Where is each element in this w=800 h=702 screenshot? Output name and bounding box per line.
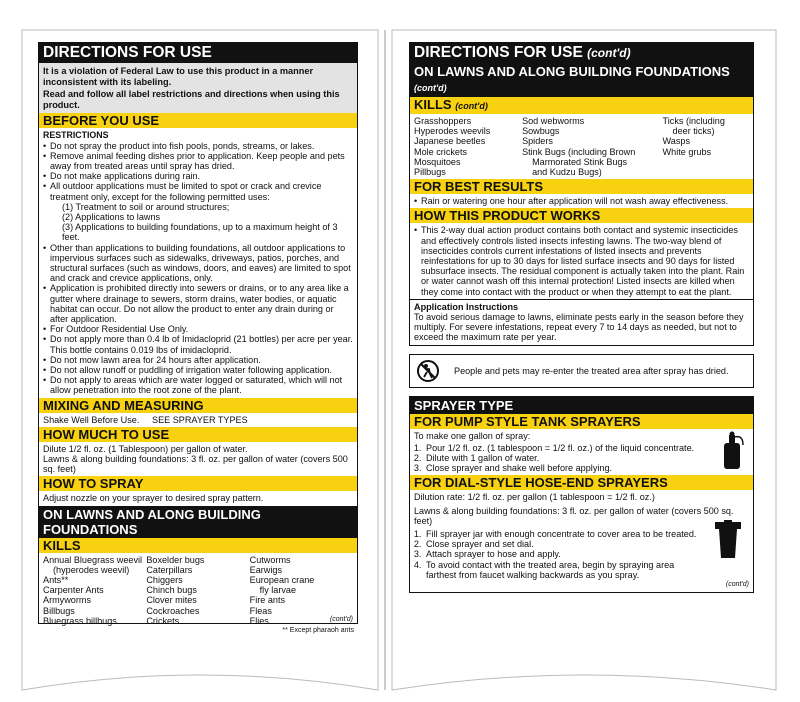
pest-item: Japanese beetles (414, 136, 486, 147)
dial-step: 4. To avoid contact with the treated area, begin by spraying area farthest from faucet walking backwards as you spray. (424, 560, 701, 580)
best-results-block (410, 194, 753, 208)
kills-cont-heading (410, 97, 753, 114)
pest-item: Stink Bugs (including Brown (522, 146, 636, 157)
kills-col-2 (522, 116, 662, 177)
pump-block (410, 429, 753, 476)
contd-label: (cont'd) (587, 46, 631, 60)
pest-item: Mole crickets (414, 146, 468, 157)
directions-cont-header (410, 43, 753, 63)
pharaoh-footnote: ** Except pharaoh ants (282, 627, 354, 634)
restrictions-block (39, 128, 357, 397)
pest-item: Sod webworms (522, 116, 585, 126)
restrictions-label: RESTRICTIONS (43, 130, 109, 141)
contd-note: (cont'd) (725, 581, 749, 589)
application-block (410, 299, 753, 345)
how-works-text: • This 2-way dual action product contains both contact and systemic insecticides and effectively controls listed insects infesting lawns. The two-way blend of insecticides controls current infestations of listed insects and prevents reinfestations for up to 30 days for listed surface insects and 90 days for listed subsurface insects. The residual component is actually taken into the plant. Rain or water cannot wash off this internal protection! Listed insects are killed when they come into contact with the product or when they attempt to eat the plant. (421, 225, 749, 296)
pest-item: Ticks (including (662, 116, 725, 126)
pest-item: fly larvae (259, 585, 297, 596)
pest-item: Chiggers (146, 575, 183, 586)
how-much-heading: HOW MUCH TO USE (39, 427, 357, 442)
pest-item: Fire ants (249, 595, 286, 606)
sprayer-box (409, 396, 754, 594)
how-much-block (39, 442, 357, 477)
pest-item: Earwigs (249, 564, 282, 575)
pest-item: Clover mites (146, 595, 197, 606)
pest-item: Caterpillars (146, 564, 193, 575)
pest-item: Cutworms (249, 554, 291, 565)
mixing-heading: MIXING AND MEASURING (39, 398, 357, 413)
pest-item: Pillbugs (414, 167, 446, 178)
lawns-title: ON LAWNS AND ALONG BUILDING FOUNDATIONS (414, 64, 730, 79)
sprayer-type-heading: SPRAYER TYPE (410, 397, 753, 414)
pest-item: Marmorated Stink Bugs (532, 156, 628, 167)
reentry-notice (409, 354, 754, 388)
how-works-heading: HOW THIS PRODUCT WORKS (410, 208, 753, 223)
pump-step: 1. Pour 1/2 fl. oz. (1 tablespoon = 1/2 fl. oz.) of the liquid concentrate. (424, 443, 749, 453)
restriction-item: • Remove animal feeding dishes prior to application. Keep people and pets away from treated areas until spray has dried. (50, 151, 353, 171)
mixing-text: Shake Well Before Use. SEE SPRAYER TYPES (43, 414, 248, 425)
how-much-line: Lawns & along building foundations: 3 fl. oz. per gallon of water (covers 500 sq. feet) (43, 454, 348, 475)
pest-item: Boxelder bugs (146, 554, 205, 565)
left-panel (38, 42, 358, 624)
restriction-item: • Other than applications to building foundations, all outdoor applications to impervious surfaces such as sidewalks, driveways, patios, porches, and structural surfaces (such as windows, doors, and eaves) are limited to spot and crack and crevice applications, only. (50, 243, 353, 284)
dial-line: Lawns & along building foundations: 3 fl. oz. per gallon of water (covers 500 sq. feet) (414, 505, 734, 526)
contd-label: (cont'd) (414, 83, 447, 93)
lawns-heading: ON LAWNS AND ALONG BUILDING FOUNDATIONS (39, 506, 357, 538)
permitted-use: (3) Applications to building foundations, up to a maximum height of 3 feet. (62, 222, 338, 243)
dial-heading: FOR DIAL-STYLE HOSE-END SPRAYERS (410, 475, 753, 490)
federal-law-notice (39, 63, 357, 113)
pest-item: Bluegrass billbugs (43, 615, 117, 626)
restriction-item (50, 181, 353, 242)
dial-block (410, 490, 753, 592)
law-text-1: It is a violation of Federal Law to use this product in a manner inconsistent with its labeling. (43, 66, 314, 87)
pest-item: Mosquitoes (414, 156, 461, 167)
pest-item: and Kudzu Bugs) (532, 167, 602, 178)
how-spray-heading: HOW TO SPRAY (39, 476, 357, 491)
pump-steps (414, 443, 749, 474)
reentry-text: People and pets may re-enter the treated area after spray has dried. (454, 365, 729, 376)
pest-item: Fleas (249, 605, 272, 616)
pump-intro: To make one gallon of spray: (414, 430, 531, 441)
kills-heading: KILLS (39, 538, 357, 553)
before-use-heading: BEFORE YOU USE (39, 113, 357, 128)
kills-title: KILLS (414, 97, 452, 112)
restriction-item: • Do not mow lawn area for 24 hours after application. (50, 355, 353, 365)
kills-columns-right (410, 114, 753, 179)
restriction-item: • Do not apply to areas which are water logged or saturated, which will not allow penetration into the root zone of the plant. (50, 375, 353, 395)
dial-step: 1. Fill sprayer jar with enough concentrate to cover area to be treated. (424, 529, 701, 539)
right-panel (409, 42, 754, 593)
no-contact-icon (416, 359, 440, 383)
pest-item: White grubs (662, 146, 712, 157)
pest-item: Armyworms (43, 595, 91, 606)
pest-item: (hyperodes weevil) (53, 564, 130, 575)
how-spray-text: Adjust nozzle on your sprayer to desired spray pattern. (43, 493, 264, 504)
restriction-item: • Application is prohibited directly into sewers or drains, or to any area like a gutter where drainage to sewers, storm drains, water bodies, or aquatic habitat can occur. Do not allow the product to enter any drain during or after application. (50, 283, 353, 324)
pest-item: Sowbugs (522, 126, 560, 137)
pump-step: 3. Close sprayer and shake well before applying. (424, 463, 749, 473)
restriction-item: • Do not spray the product into fish pools, ponds, streams, or lakes. (50, 141, 353, 151)
pest-item: Billbugs (43, 605, 75, 616)
dial-line: Dilution rate: 1/2 fl. oz. per gallon (1 tablespoon = 1/2 fl. oz.) (414, 492, 655, 503)
pest-item: Grasshoppers (414, 116, 472, 126)
application-text: To avoid serious damage to lawns, eliminate pests early in the season before they multiply. For severe infestations, repeat every 7 to 14 days as needed, but not to exceed the maximum rate per year. (414, 312, 744, 343)
kills-col-1 (43, 555, 146, 626)
pest-item: European crane (249, 575, 315, 586)
pest-item: Annual Bluegrass weevil (43, 554, 143, 565)
directions-title: DIRECTIONS FOR USE (414, 44, 583, 61)
how-works-block (410, 223, 753, 298)
pest-item: Cockroaches (146, 605, 200, 616)
right-directions-box (409, 42, 754, 346)
pest-item: Spiders (522, 136, 553, 147)
pest-item: Crickets (146, 615, 180, 626)
kills-col-1 (414, 116, 522, 177)
permitted-use: (2) Applications to lawns (62, 212, 161, 222)
pest-item: Ants** (43, 575, 69, 586)
pest-item: Chinch bugs (146, 585, 197, 596)
kills-col-3 (663, 116, 749, 177)
contd-label: (cont'd) (455, 101, 488, 111)
how-much-line: Dilute 1/2 fl. oz. (1 Tablespoon) per gallon of water. (43, 443, 248, 454)
restriction-item: • Do not apply more than 0.4 lb of Imidacloprid (21 bottles) per acre per year. This bottle contains 0.019 lbs of imidacloprid. (50, 334, 353, 354)
restriction-text: All outdoor applications must be limited to spot or crack and crevice treatment only, except for the following permitted uses: (50, 181, 322, 202)
restriction-item: • Do not allow runoff or puddling of irrigation water following application. (50, 365, 353, 375)
best-results-heading: FOR BEST RESULTS (410, 179, 753, 194)
kills-col-2 (146, 555, 249, 626)
dial-step: 3. Attach sprayer to hose and apply. (424, 549, 701, 559)
hose-end-sprayer-icon (713, 520, 743, 560)
restrictions-list (43, 141, 353, 396)
pest-item: Carpenter Ants (43, 585, 104, 596)
pest-item: Wasps (662, 136, 691, 147)
law-text-2: Read and follow all label restrictions and directions when using this product. (43, 89, 340, 110)
pump-heading: FOR PUMP STYLE TANK SPRAYERS (410, 414, 753, 429)
pest-item: deer ticks) (672, 126, 715, 137)
lawns-cont-heading (410, 63, 753, 97)
restriction-item: • For Outdoor Residential Use Only. (50, 324, 353, 334)
pest-item: Hyperodes weevils (414, 126, 491, 137)
best-results-text: • Rain or watering one hour after application will not wash away effectiveness. (421, 196, 749, 206)
contd-note: (cont'd) (329, 616, 353, 624)
directions-header: DIRECTIONS FOR USE (39, 43, 357, 63)
pump-step: 2. Dilute with 1 gallon of water. (424, 453, 749, 463)
kills-columns (39, 553, 357, 628)
pest-item: Flies (249, 615, 269, 626)
restriction-item: • Do not make applications during rain. (50, 171, 353, 181)
application-label: Application Instructions (414, 301, 519, 312)
dial-steps (414, 529, 749, 580)
dial-step: 2. Close sprayer and set dial. (424, 539, 701, 549)
tank-sprayer-icon (719, 431, 745, 471)
permitted-use: (1) Treatment to soil or around structures; (62, 201, 230, 212)
